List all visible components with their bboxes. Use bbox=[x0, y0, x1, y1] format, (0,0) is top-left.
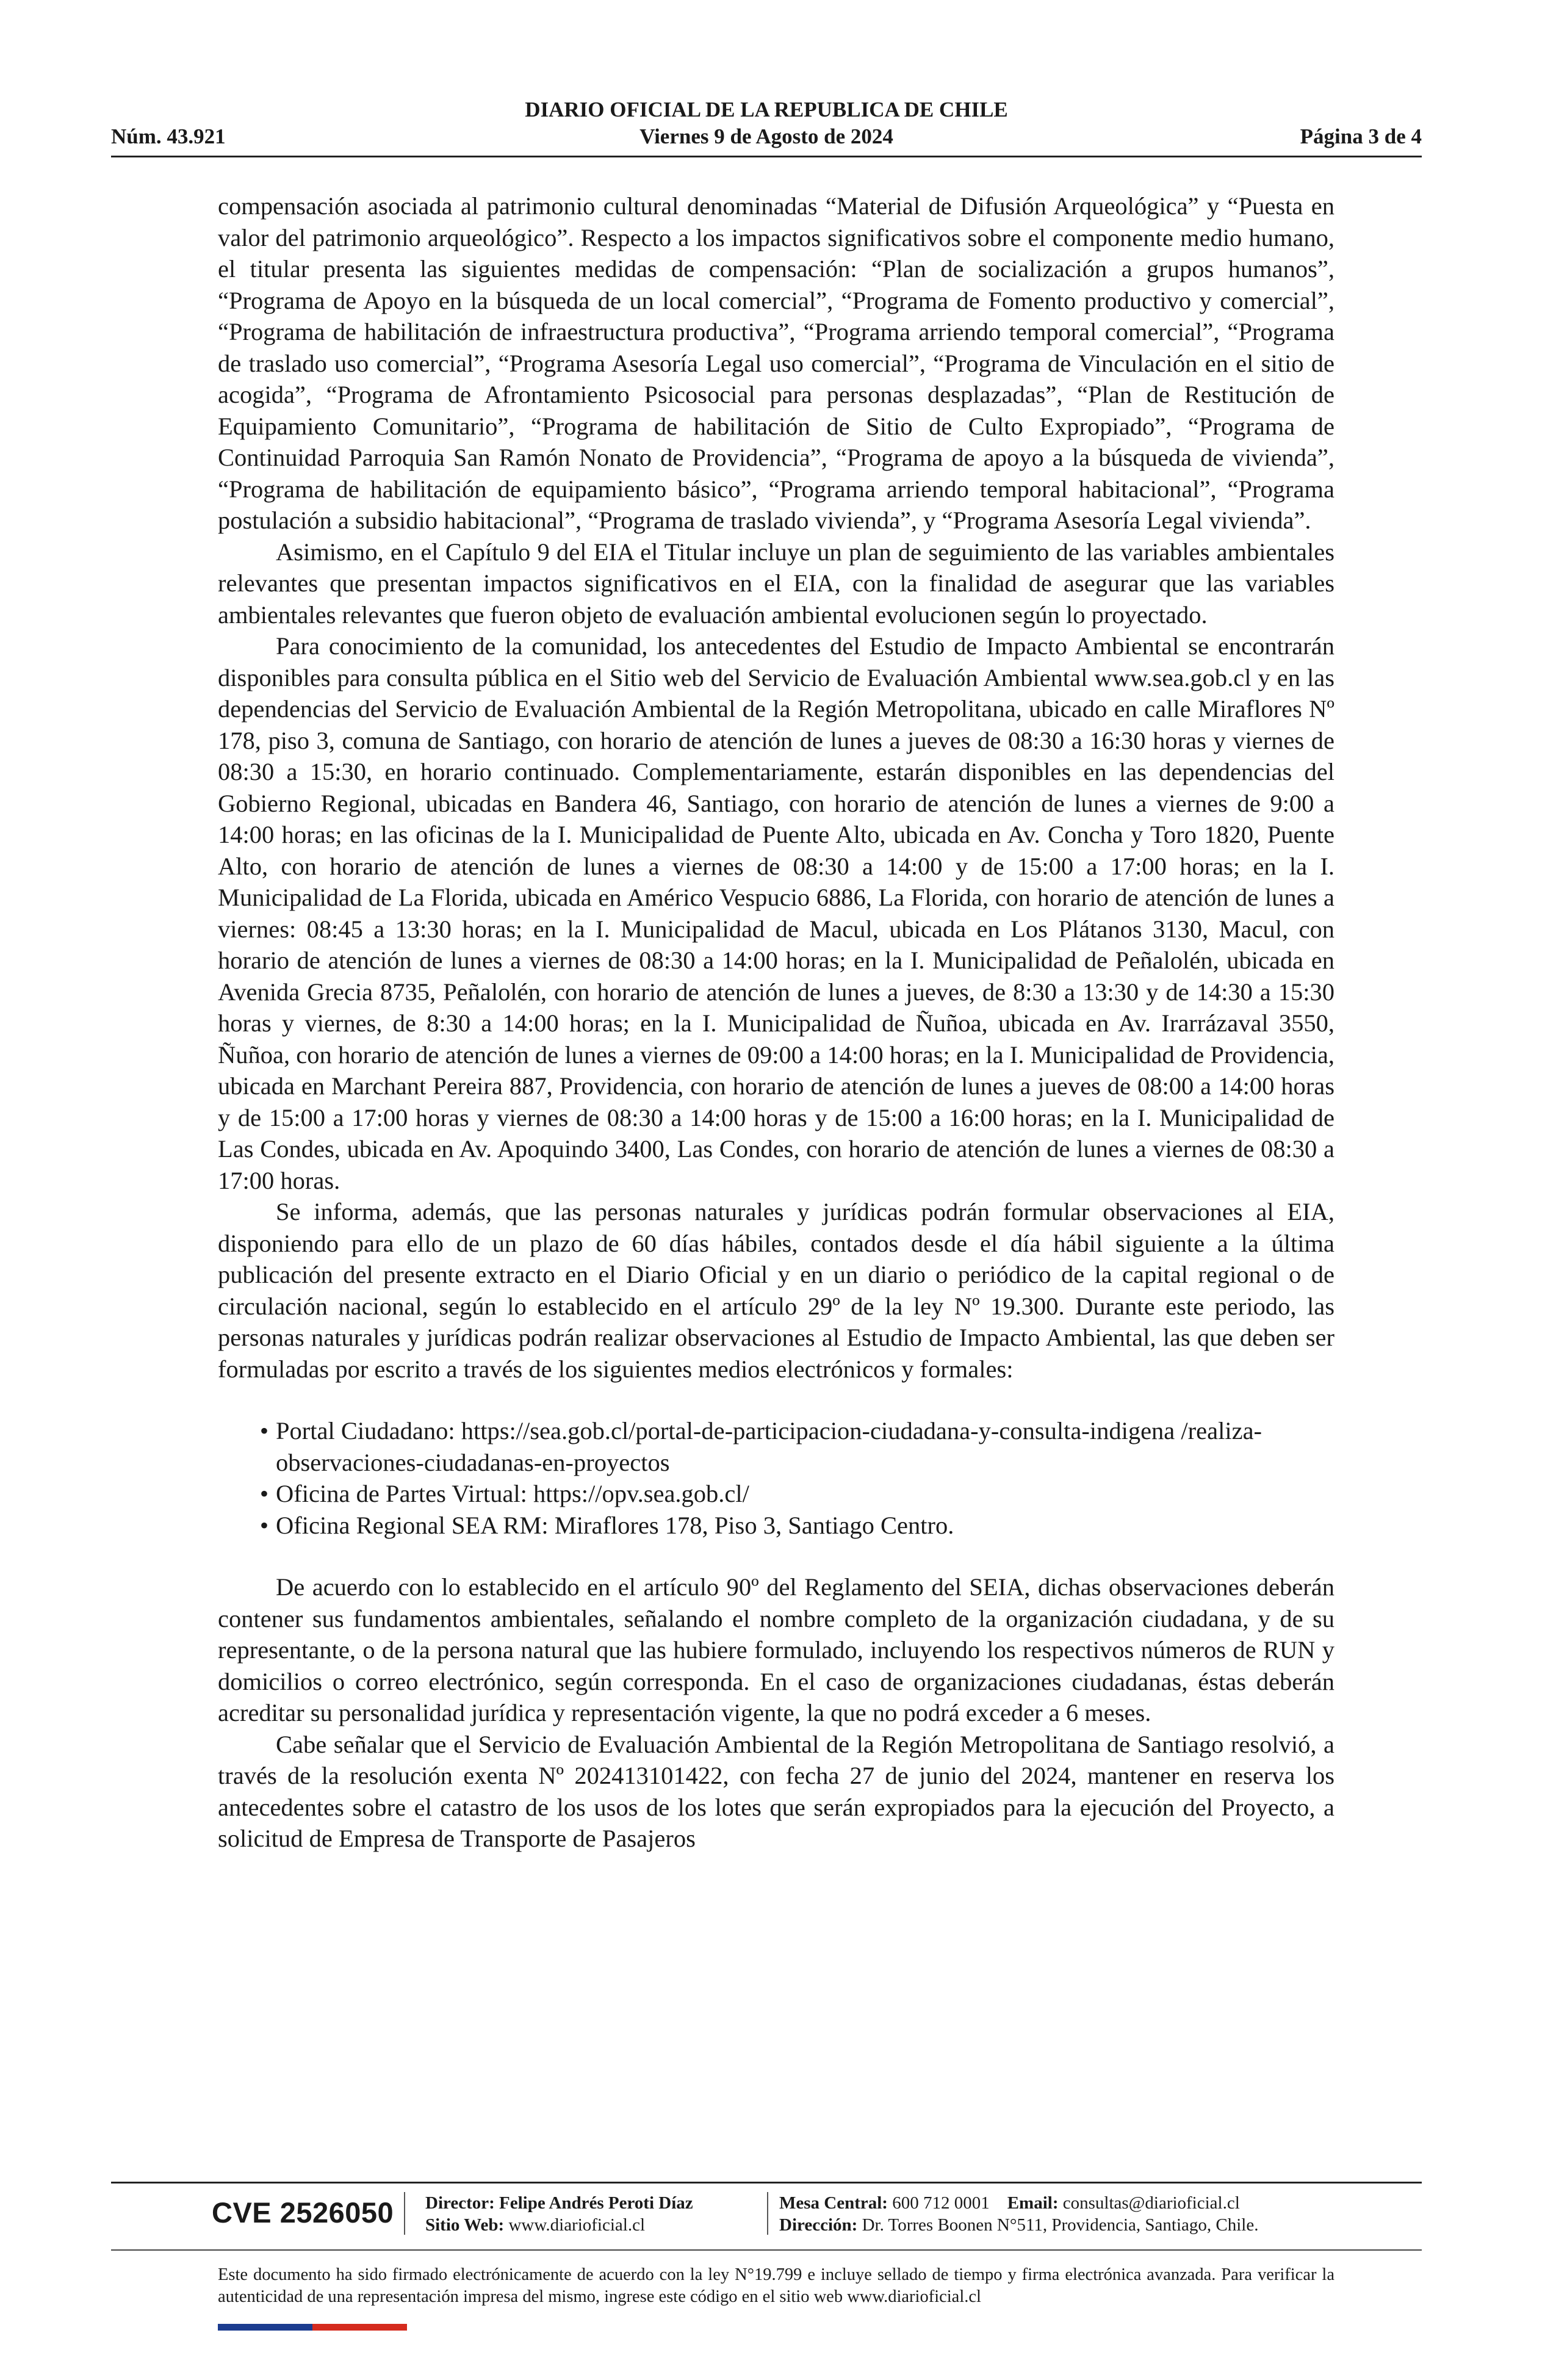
spacer bbox=[218, 1541, 1334, 1571]
paragraph-monitoring-plan: Asimismo, en el Capítulo 9 del EIA el Titular incluye un plan de seguimiento de las variables ambientales relevantes que presentan impactos significativos en el EIA, con la finalidad de asegurar que las variables ambientales relevantes que fueron objeto de evaluación ambiental evolucionen según lo proyectado. bbox=[218, 538, 1334, 629]
phone-label: Mesa Central: bbox=[779, 2193, 888, 2213]
bullet-mark: • bbox=[259, 1480, 268, 1507]
paragraph-seia-requirements: De acuerdo con lo establecido en el artículo 90º del Reglamento del SEIA, dichas observaciones deberán contener sus fundamentos ambientales, señalando el nombre completo de la organización ciudadana, y de su representante, o de la persona natural que las hubiere formulado, incluyendo los respectivos números de RUN y domicilios o correo electrónico, según corresponda. En el caso de organizaciones ciudadanas, éstas deberán acreditar su personalidad jurídica y representación vigente, la que no podrá exceder a 6 meses. bbox=[218, 1573, 1334, 1726]
page-header bbox=[111, 96, 1422, 155]
website-label: Sitio Web: bbox=[425, 2215, 505, 2235]
header-divider bbox=[111, 156, 1422, 157]
page-number: Página 3 de 4 bbox=[1300, 124, 1422, 148]
list-item bbox=[218, 1510, 1334, 1542]
gazette-title: DIARIO OFICIAL DE LA REPUBLICA DE CHILE bbox=[525, 98, 1008, 121]
list-item bbox=[218, 1415, 1334, 1478]
issue-date: Viernes 9 de Agosto de 2024 bbox=[639, 124, 893, 148]
legal-notice: Este documento ha sido firmado electrónicamente de acuerdo con la ley N°19.799 e incluye sellado de tiempo y firma electrónica avanzada. Para verificar la autenticidad de una representación impresa del mismo, ingrese este código en el sitio web www.diarioficial.cl bbox=[218, 2265, 1334, 2306]
address-label: Dirección: bbox=[779, 2215, 858, 2235]
email-link[interactable]: consultas@diarioficial.cl bbox=[1062, 2193, 1240, 2213]
spacer bbox=[218, 1385, 1334, 1415]
flag-blue-segment bbox=[218, 2324, 312, 2331]
list-item bbox=[218, 1478, 1334, 1510]
list-item-text: Oficina Regional SEA RM: Miraflores 178, Piso 3, Santiago Centro. bbox=[276, 1511, 954, 1539]
bullet-mark: • bbox=[259, 1417, 268, 1444]
footer-director-block bbox=[425, 2192, 693, 2236]
bullet-mark: • bbox=[259, 1511, 268, 1539]
list-item-text: Oficina de Partes Virtual: https://opv.sea.gob.cl/ bbox=[276, 1480, 749, 1507]
director-label: Director: bbox=[425, 2193, 495, 2213]
website-link[interactable]: www.diarioficial.cl bbox=[508, 2215, 646, 2235]
flag-stripe bbox=[218, 2324, 407, 2331]
issue-number: Núm. 43.921 bbox=[111, 124, 226, 148]
cve-code: CVE 2526050 bbox=[212, 2196, 394, 2229]
address-value: Dr. Torres Boonen N°511, Providencia, Santiago, Chile. bbox=[862, 2215, 1259, 2235]
footer-separator bbox=[404, 2192, 405, 2235]
paragraph-compensation: compensación asociada al patrimonio cultural denominadas “Material de Difusión Arqueológica” y “Puesta en valor del patrimonio arqueológico”. Respecto a los impactos significativos sobre el componente medio humano, el titular presenta las siguientes medidas de compensación: “Plan de socialización a grupos humanos”, “Programa de Apoyo en la búsqueda de un local comercial”, “Programa de Fomento productivo y comercial”, “Programa de habilitación de infraestructura productiva”, “Programa arriendo temporal comercial”, “Programa de traslado uso comercial”, “Programa Asesoría Legal uso comercial”, “Programa de Vinculación en el sitio de acogida”, “Programa de Afrontamiento Psicosocial para personas desplazadas”, “Plan de Restitución de Equipamiento Comunitario”, “Programa de habilitación de Sitio de Culto Expropiado”, “Programa de Continuidad Parroquia San Ramón Nonato de Providencia”, “Programa de apoyo a la búsqueda de vivienda”, “Programa de habilitación de equipamiento básico”, “Programa arriendo temporal habitacional”, “Programa postulación a subsidio habitacional”, “Programa de traslado vivienda”, y “Programa Asesoría Legal vivienda”. bbox=[218, 192, 1334, 534]
phone-value: 600 712 0001 bbox=[892, 2193, 990, 2213]
email-label: Email: bbox=[1007, 2193, 1059, 2213]
page-footer bbox=[111, 2183, 1422, 2245]
footer-separator bbox=[767, 2192, 768, 2235]
document-body bbox=[218, 190, 1334, 1855]
paragraph-reserved-records: Cabe señalar que el Servicio de Evaluación Ambiental de la Región Metropolitana de Santiago resolvió, a través de la resolución exenta Nº 202413101422, con fecha 27 de junio del 2024, mantener en reserva los antecedentes sobre el catastro de los usos de los lotes que serán expropiados para la ejecución del Proyecto, a solicitud de Empresa de Transporte de Pasajeros bbox=[218, 1730, 1334, 1852]
submission-channels-list bbox=[218, 1415, 1334, 1541]
footer-divider-bottom bbox=[111, 2249, 1422, 2251]
paragraph-public-consultation: Para conocimiento de la comunidad, los antecedentes del Estudio de Impacto Ambiental se encontrarán disponibles para consulta pública en el Sitio web del Servicio de Evaluación Ambiental www.sea.gob.cl y en las dependencias del Servicio de Evaluación Ambiental de la Región Metropolitana, ubicado en calle Miraflores Nº 178, piso 3, comuna de Santiago, con horario de atención de lunes a jueves de 08:30 a 16:30 horas y viernes de 08:30 a 15:30, en horario continuado. Complementariamente, estarán disponibles en las dependencias del Gobierno Regional, ubicadas en Bandera 46, Santiago, con horario de atención de lunes a viernes de 9:00 a 14:00 horas; en las oficinas de la I. Municipalidad de Puente Alto, ubicada en Av. Concha y Toro 1820, Puente Alto, con horario de atención de lunes a viernes de 08:30 a 14:00 y de 15:00 a 17:00 horas; en la I. Municipalidad de La Florida, ubicada en Américo Vespucio 6886, La Florida, con horario de atención de lunes a viernes: 08:45 a 13:30 horas; en la I. Municipalidad de Macul, ubicada en Los Plátanos 3130, Macul, con horario de atención de lunes a viernes de 08:30 a 14:00 horas; en la I. Municipalidad de Peñalolén, ubicada en Avenida Grecia 8735, Peñalolén, con horario de atención de lunes a jueves, de 8:30 a 13:30 y de 14:30 a 15:30 horas y viernes, de 8:30 a 14:00 horas; en la I. Municipalidad de Ñuñoa, ubicada en Av. Irarrázaval 3550, Ñuñoa, con horario de atención de lunes a viernes de 09:00 a 14:00 horas; en la I. Municipalidad de Providencia, ubicada en Marchant Pereira 887, Providencia, con horario de atención de lunes a jueves de 08:00 a 14:00 horas y de 15:00 a 17:00 horas y viernes de 08:30 a 14:00 horas y de 15:00 a 16:00 horas; en la I. Municipalidad de Las Condes, ubicada en Av. Apoquindo 3400, Las Condes, con horario de atención de lunes a viernes de 08:30 a 17:00 horas. bbox=[218, 632, 1334, 1194]
footer-contact-block bbox=[779, 2192, 1258, 2236]
paragraph-observations: Se informa, además, que las personas naturales y jurídicas podrán formular observaciones al EIA, disponiendo para ello de un plazo de 60 días hábiles, contados desde el día hábil siguiente a la última publicación del presente extracto en el Diario Oficial y en un diario o periódico de la capital regional o de circulación nacional, según lo establecido en el artículo 29º de la ley Nº 19.300. Durante este periodo, las personas naturales y jurídicas podrán realizar observaciones al Estudio de Impacto Ambiental, las que deben ser formuladas por escrito a través de los siguientes medios electrónicos y formales: bbox=[218, 1198, 1334, 1383]
list-item-text: Portal Ciudadano: https://sea.gob.cl/portal-de-participacion-ciudadana-y-consulta-indigena /realiza-observaciones-ciudadanas-en-proyectos bbox=[276, 1417, 1262, 1476]
flag-red-segment bbox=[312, 2324, 407, 2331]
director-name: Felipe Andrés Peroti Díaz bbox=[499, 2193, 693, 2213]
